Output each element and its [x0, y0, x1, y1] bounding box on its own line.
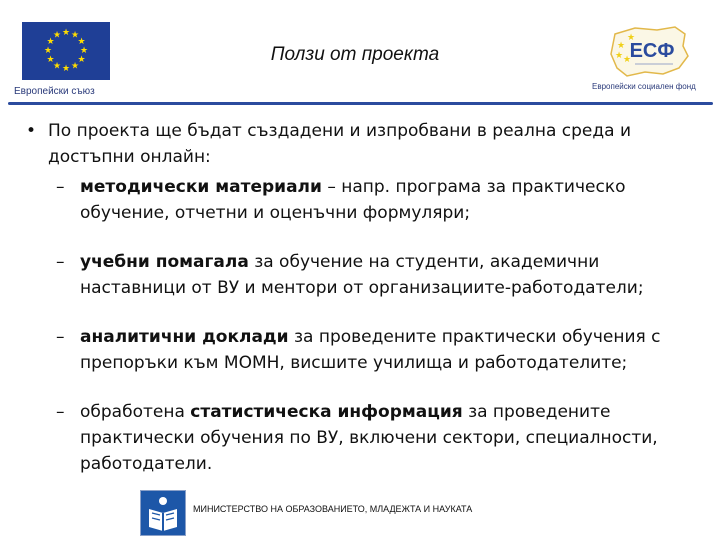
list-item-rest: за проведените практически обучения по ВУ, включени сектори, специалности, работодатели. — [80, 402, 658, 474]
svg-text:★: ★ — [77, 55, 86, 65]
header-divider — [8, 102, 713, 105]
list-item-text — [80, 174, 706, 226]
dash-marker: – — [56, 327, 65, 347]
svg-text:★: ★ — [46, 37, 55, 47]
sub-list — [56, 174, 706, 477]
list-item-bold: методически материали — [80, 177, 322, 197]
svg-text:★: ★ — [70, 30, 80, 41]
svg-text:★: ★ — [616, 41, 626, 51]
ministry-name: МИНИСТЕРСТВО НА ОБРАЗОВАНИЕТО, МЛАДЕЖТА И НАУКАТА — [193, 504, 473, 514]
svg-text:★: ★ — [77, 37, 86, 47]
esf-logo-icon — [605, 24, 691, 80]
list-item-text — [80, 324, 706, 376]
main-bullet-text: По проекта ще бъдат създадени и изпробвани в реална среда и достъпни онлайн: — [48, 121, 631, 167]
page-title: Ползи от проекта — [270, 44, 440, 65]
list-item — [56, 399, 706, 477]
list-item-text — [80, 249, 706, 301]
esf-caption: Европейски социален фонд — [592, 82, 696, 91]
svg-text:★: ★ — [614, 51, 624, 61]
list-item — [56, 249, 706, 301]
dash-marker: – — [56, 177, 65, 197]
list-item-text — [80, 399, 706, 477]
svg-text:★: ★ — [43, 46, 53, 56]
svg-text:★: ★ — [61, 64, 71, 74]
svg-text:★: ★ — [622, 55, 632, 65]
list-item — [56, 174, 706, 226]
list-item-rest: за обучение на студенти, академични наставници от ВУ и ментори от организациите-работодатели; — [80, 252, 644, 298]
ministry-book-icon — [140, 490, 186, 536]
list-item-bold: аналитични доклади — [80, 327, 289, 347]
esf-logo-text: ЕСФ — [629, 40, 675, 62]
svg-text:★: ★ — [46, 55, 55, 65]
main-bullet — [26, 118, 706, 170]
svg-text:★: ★ — [70, 61, 80, 72]
svg-text:★: ★ — [52, 61, 62, 72]
dash-marker: – — [56, 402, 65, 422]
eu-caption: Европейски съюз — [14, 86, 95, 97]
list-item-bold: учебни помагала — [80, 252, 249, 272]
list-item-bold: статистическа информация — [190, 402, 463, 422]
list-item-rest: за проведените практически обучения с препоръки към МОМН, висшите училища и работодателите; — [80, 327, 661, 373]
bullet-marker: • — [26, 121, 37, 141]
svg-text:★: ★ — [61, 28, 71, 38]
content-body — [26, 118, 706, 477]
svg-text:★: ★ — [52, 30, 62, 41]
list-item-prefix: обработена — [80, 402, 191, 422]
list-item-rest: – напр. програма за практическо обучение, отчетни и оценъчни формуляри; — [80, 177, 626, 223]
svg-text:★: ★ — [79, 46, 89, 56]
dash-marker: – — [56, 252, 65, 272]
list-item — [56, 324, 706, 376]
svg-text:★: ★ — [626, 33, 636, 43]
